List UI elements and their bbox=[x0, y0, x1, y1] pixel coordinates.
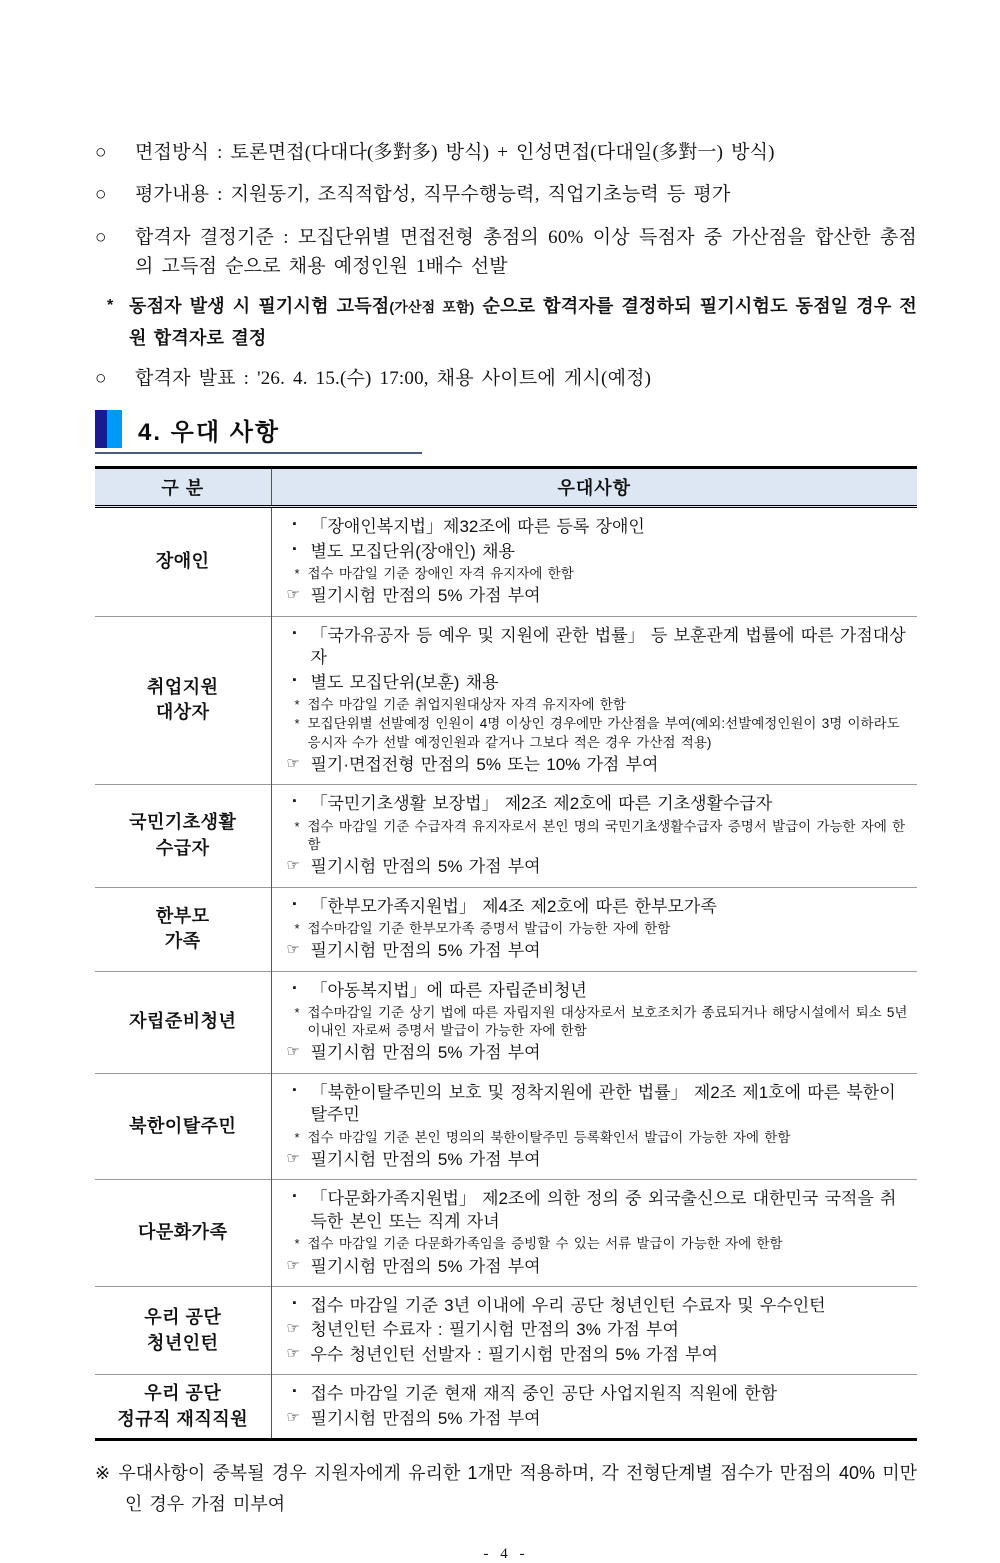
detail-line-text: 「국가유공자 등 예우 및 지원에 관한 법률」 등 보훈관계 법률에 따른 가점대상자 bbox=[310, 625, 906, 668]
benefit-marker-icon: ☞ bbox=[286, 1320, 300, 1338]
bar-light-segment bbox=[107, 410, 122, 448]
detail-line-text: 필기시험 만점의 5% 가점 부여 bbox=[310, 1043, 541, 1063]
detail-line-benefit bbox=[284, 1256, 912, 1278]
detail-line-text: 접수 마감일 기준 현재 재직 중인 공단 사업지원직 직원에 한함 bbox=[310, 1384, 778, 1404]
detail-line-note bbox=[284, 696, 912, 714]
page-number: - 4 - bbox=[483, 1545, 529, 1562]
detail-line-text: 접수 마감일 기준 본인 명의의 북한이탈주민 등록확인서 발급이 가능한 자에 한함 bbox=[307, 1129, 791, 1145]
bullet-text: 면접방식 : 토론면접(다대다(多對多) 방식) + 인성면접(다대일(多對一) 방식) bbox=[135, 142, 775, 163]
detail-line-text: 모집단위별 선발예정 인원이 4명 이상인 경우에만 가산점을 부여(예외:선발예정인원이 3명 이하라도 응시자 수가 선발 예정인원과 같거나 그보다 적은 경우 가산점 적용) bbox=[307, 716, 900, 750]
note-text-main: 동점자 발생 시 필기시험 고득점 bbox=[129, 295, 390, 316]
note-text-small: (가산점 포함) bbox=[389, 298, 475, 315]
detail-line-item bbox=[284, 1383, 912, 1405]
bullet-interview-method bbox=[95, 138, 917, 167]
benefit-marker-icon: ☞ bbox=[286, 1408, 300, 1426]
benefit-marker-icon: ☞ bbox=[286, 1043, 300, 1061]
category-cell: 북한이탈주민 bbox=[95, 1073, 271, 1180]
detail-line-text: 「다문화가족지원법」 제2조에 의한 정의 중 외국출신으로 대한민국 국적을 취득한 본인 또는 직계 자녀 bbox=[310, 1189, 897, 1231]
item-marker-icon: ▪ bbox=[292, 1083, 297, 1096]
header-row bbox=[95, 468, 917, 507]
detail-line-item bbox=[284, 896, 912, 918]
bullet-pass-criteria bbox=[95, 223, 917, 282]
benefit-marker-icon: ☞ bbox=[286, 1344, 300, 1362]
detail-line-text: 우수 청년인턴 선발자 : 필기시험 만점의 5% 가점 부여 bbox=[310, 1344, 719, 1364]
bullet-text: 합격자 결정기준 : 모집단위별 면접전형 총점의 60% 이상 득점자 중 가산점을 합산한 총점의 고득점 순으로 채용 예정인원 1배수 선발 bbox=[135, 226, 917, 278]
item-marker-icon: ▪ bbox=[292, 1190, 297, 1203]
detail-line-benefit bbox=[284, 1042, 912, 1064]
bullet-text: 합격자 발표 : '26. 4. 15.(수) 17:00, 채용 사이트에 게시(예정) bbox=[135, 367, 652, 389]
note-marker-icon: * bbox=[294, 697, 300, 713]
detail-line-text: 「국민기초생활 보장법」 제2조 제2호에 따른 기초생활수급자 bbox=[310, 794, 773, 814]
detail-line-text: 필기시험 만점의 5% 가점 부여 bbox=[310, 1256, 541, 1276]
bullet-tie-breaker-note bbox=[107, 290, 917, 354]
detail-line-benefit bbox=[284, 940, 912, 962]
table-row bbox=[95, 887, 917, 971]
benefit-marker-icon: ☞ bbox=[286, 586, 300, 604]
item-marker-icon: ▪ bbox=[292, 673, 297, 686]
table-row bbox=[95, 616, 917, 784]
reference-mark-icon: ※ bbox=[95, 1463, 111, 1484]
table-row bbox=[95, 785, 917, 887]
benefits-table bbox=[95, 466, 917, 1441]
table-row bbox=[95, 1180, 917, 1287]
detail-line-benefit bbox=[284, 1149, 912, 1171]
category-cell: 우리 공단 정규직 재직직원 bbox=[95, 1375, 271, 1440]
detail-line-benefit bbox=[284, 1344, 912, 1366]
detail-line-note bbox=[284, 1129, 912, 1147]
detail-line-text: 접수 마감일 기준 장애인 자격 유지자에 한함 bbox=[307, 566, 574, 582]
asterisk-marker: * bbox=[107, 296, 114, 314]
benefit-marker-icon: ☞ bbox=[286, 754, 300, 772]
detail-line-text: 필기시험 만점의 5% 가점 부여 bbox=[310, 1408, 541, 1428]
section-header bbox=[95, 409, 917, 449]
note-marker-icon: * bbox=[294, 1129, 300, 1145]
benefits-table-header bbox=[95, 468, 917, 507]
detail-line-text: 접수마감일 기준 한부모가족 증명서 발급이 가능한 자에 한함 bbox=[307, 920, 671, 936]
detail-line-benefit bbox=[284, 856, 912, 878]
detail-cell bbox=[271, 887, 917, 971]
benefits-table-body bbox=[95, 507, 917, 1440]
detail-cell bbox=[271, 1286, 917, 1374]
detail-line-benefit bbox=[284, 585, 912, 607]
detail-line-item bbox=[284, 1295, 912, 1317]
item-marker-icon: ▪ bbox=[292, 795, 297, 808]
column-header-detail: 우대사항 bbox=[271, 468, 917, 507]
category-cell: 자립준비청년 bbox=[95, 971, 271, 1073]
detail-line-text: 접수 마감일 기준 다문화가족임을 증빙할 수 있는 서류 발급이 가능한 자에 한함 bbox=[307, 1236, 783, 1252]
detail-line-text: 별도 모집단위(보훈) 채용 bbox=[310, 672, 499, 692]
detail-line-item bbox=[284, 541, 912, 563]
table-row bbox=[95, 1286, 917, 1374]
note-marker-icon: * bbox=[294, 1005, 300, 1021]
detail-line-text: 「한부모가족지원법」 제4조 제2호에 따른 한부모가족 bbox=[310, 896, 717, 916]
detail-line-item bbox=[284, 793, 912, 815]
detail-line-text: 「아동복지법」에 따른 자립준비청년 bbox=[310, 980, 587, 1000]
detail-line-item bbox=[284, 672, 912, 694]
table-row bbox=[95, 507, 917, 617]
category-cell: 우리 공단 청년인턴 bbox=[95, 1286, 271, 1374]
detail-line-benefit bbox=[284, 754, 912, 776]
detail-line-benefit bbox=[284, 1408, 912, 1430]
circle-bullet-icon: ○ bbox=[95, 367, 107, 389]
item-marker-icon: ▪ bbox=[292, 518, 297, 531]
detail-line-benefit bbox=[284, 1319, 912, 1341]
circle-bullet-icon: ○ bbox=[95, 226, 107, 248]
detail-line-text: 접수 마감일 기준 3년 이내에 우리 공단 청년인턴 수료자 및 우수인턴 bbox=[310, 1295, 826, 1315]
category-cell: 장애인 bbox=[95, 507, 271, 617]
detail-line-note bbox=[284, 920, 912, 938]
category-cell: 한부모 가족 bbox=[95, 887, 271, 971]
detail-line-text: 필기시험 만점의 5% 가점 부여 bbox=[310, 941, 541, 961]
bullet-text: 평가내용 : 지원동기, 조직적합성, 직무수행능력, 직업기초능력 등 평가 bbox=[135, 184, 731, 206]
detail-line-item bbox=[284, 1188, 912, 1233]
detail-line-item bbox=[284, 1082, 912, 1127]
category-cell: 취업지원 대상자 bbox=[95, 616, 271, 784]
detail-line-text: 접수 마감일 기준 수급자격 유지자로서 본인 명의 국민기초생활수급자 증명서 발급이 가능한 자에 한함 bbox=[307, 818, 906, 852]
item-marker-icon: ▪ bbox=[292, 626, 297, 639]
detail-line-text: 필기시험 만점의 5% 가점 부여 bbox=[310, 1150, 541, 1169]
note-marker-icon: * bbox=[294, 920, 300, 936]
table-row bbox=[95, 971, 917, 1073]
footnote-text: 우대사항이 중복될 경우 지원자에게 유리한 1개만 적용하며, 각 전형단계별 점수가 만점의 40% 미만인 경우 가점 미부여 bbox=[118, 1463, 917, 1514]
table-row bbox=[95, 1375, 917, 1440]
bullet-text bbox=[129, 290, 917, 354]
detail-cell bbox=[271, 785, 917, 887]
detail-cell bbox=[271, 616, 917, 784]
detail-cell bbox=[271, 1073, 917, 1180]
detail-line-note bbox=[284, 715, 912, 751]
section-bar-icon bbox=[95, 410, 122, 448]
bullet-evaluation-content bbox=[95, 180, 917, 209]
bullet-result-announcement bbox=[95, 364, 917, 393]
bar-dark-segment bbox=[95, 410, 107, 448]
note-text-main: 순으로 합격자를 결정하되 필기시험도 동점일 경우 전원 합격자로 결정 bbox=[129, 295, 918, 348]
item-marker-icon: ▪ bbox=[292, 981, 297, 994]
detail-cell bbox=[271, 507, 917, 617]
detail-line-text: 접수마감일 기준 상기 법에 따른 자립지원 대상자로서 보호조치가 종료되거나 해당시설에서 퇴소 5년 이내인 자로써 증명서 발급이 가능한 자에 한함 bbox=[307, 1005, 908, 1039]
detail-line-item bbox=[284, 625, 912, 670]
note-marker-icon: * bbox=[294, 716, 300, 732]
item-marker-icon: ▪ bbox=[292, 897, 297, 910]
item-marker-icon: ▪ bbox=[292, 542, 297, 555]
circle-bullet-icon: ○ bbox=[95, 184, 107, 206]
detail-line-text: 청년인턴 수료자 : 필기시험 만점의 3% 가점 부여 bbox=[310, 1320, 679, 1340]
item-marker-icon: ▪ bbox=[292, 1385, 297, 1398]
detail-line-item bbox=[284, 516, 912, 538]
category-cell: 다문화가족 bbox=[95, 1180, 271, 1287]
note-marker-icon: * bbox=[294, 566, 300, 582]
detail-line-text: 「북한이탈주민의 보호 및 정착지원에 관한 법률」 제2조 제1호에 따른 북한이탈주민 bbox=[310, 1082, 896, 1125]
column-header-category: 구 분 bbox=[95, 468, 271, 507]
detail-line-text: 접수 마감일 기준 취업지원대상자 자격 유지자에 한함 bbox=[307, 697, 626, 713]
footnote bbox=[95, 1458, 917, 1519]
detail-line-note bbox=[284, 818, 912, 854]
note-marker-icon: * bbox=[294, 1236, 300, 1252]
detail-line-text: 필기시험 만점의 5% 가점 부여 bbox=[310, 586, 541, 606]
detail-cell bbox=[271, 1375, 917, 1440]
circle-bullet-icon: ○ bbox=[95, 142, 107, 163]
benefit-marker-icon: ☞ bbox=[286, 941, 300, 959]
detail-line-note bbox=[284, 565, 912, 583]
detail-line-text: 필기시험 만점의 5% 가점 부여 bbox=[310, 857, 541, 877]
detail-line-text: 「장애인복지법」제32조에 따른 등록 장애인 bbox=[310, 517, 645, 537]
detail-line-text: 필기·면접전형 만점의 5% 또는 10% 가점 부여 bbox=[310, 754, 659, 774]
detail-line-note bbox=[284, 1004, 912, 1040]
detail-line-text: 별도 모집단위(장애인) 채용 bbox=[310, 541, 515, 561]
intro-section bbox=[95, 138, 917, 393]
note-marker-icon: * bbox=[294, 818, 300, 834]
detail-line-note bbox=[284, 1235, 912, 1253]
benefit-marker-icon: ☞ bbox=[286, 1150, 300, 1167]
section-title: 4. 우대 사항 bbox=[138, 418, 281, 446]
table-row bbox=[95, 1073, 917, 1180]
detail-cell bbox=[271, 971, 917, 1073]
benefit-marker-icon: ☞ bbox=[286, 857, 300, 875]
section-title-underline bbox=[95, 452, 422, 454]
item-marker-icon: ▪ bbox=[292, 1296, 297, 1309]
detail-line-item bbox=[284, 980, 912, 1002]
benefit-marker-icon: ☞ bbox=[286, 1256, 300, 1274]
category-cell: 국민기초생활 수급자 bbox=[95, 785, 271, 887]
detail-cell bbox=[271, 1180, 917, 1287]
